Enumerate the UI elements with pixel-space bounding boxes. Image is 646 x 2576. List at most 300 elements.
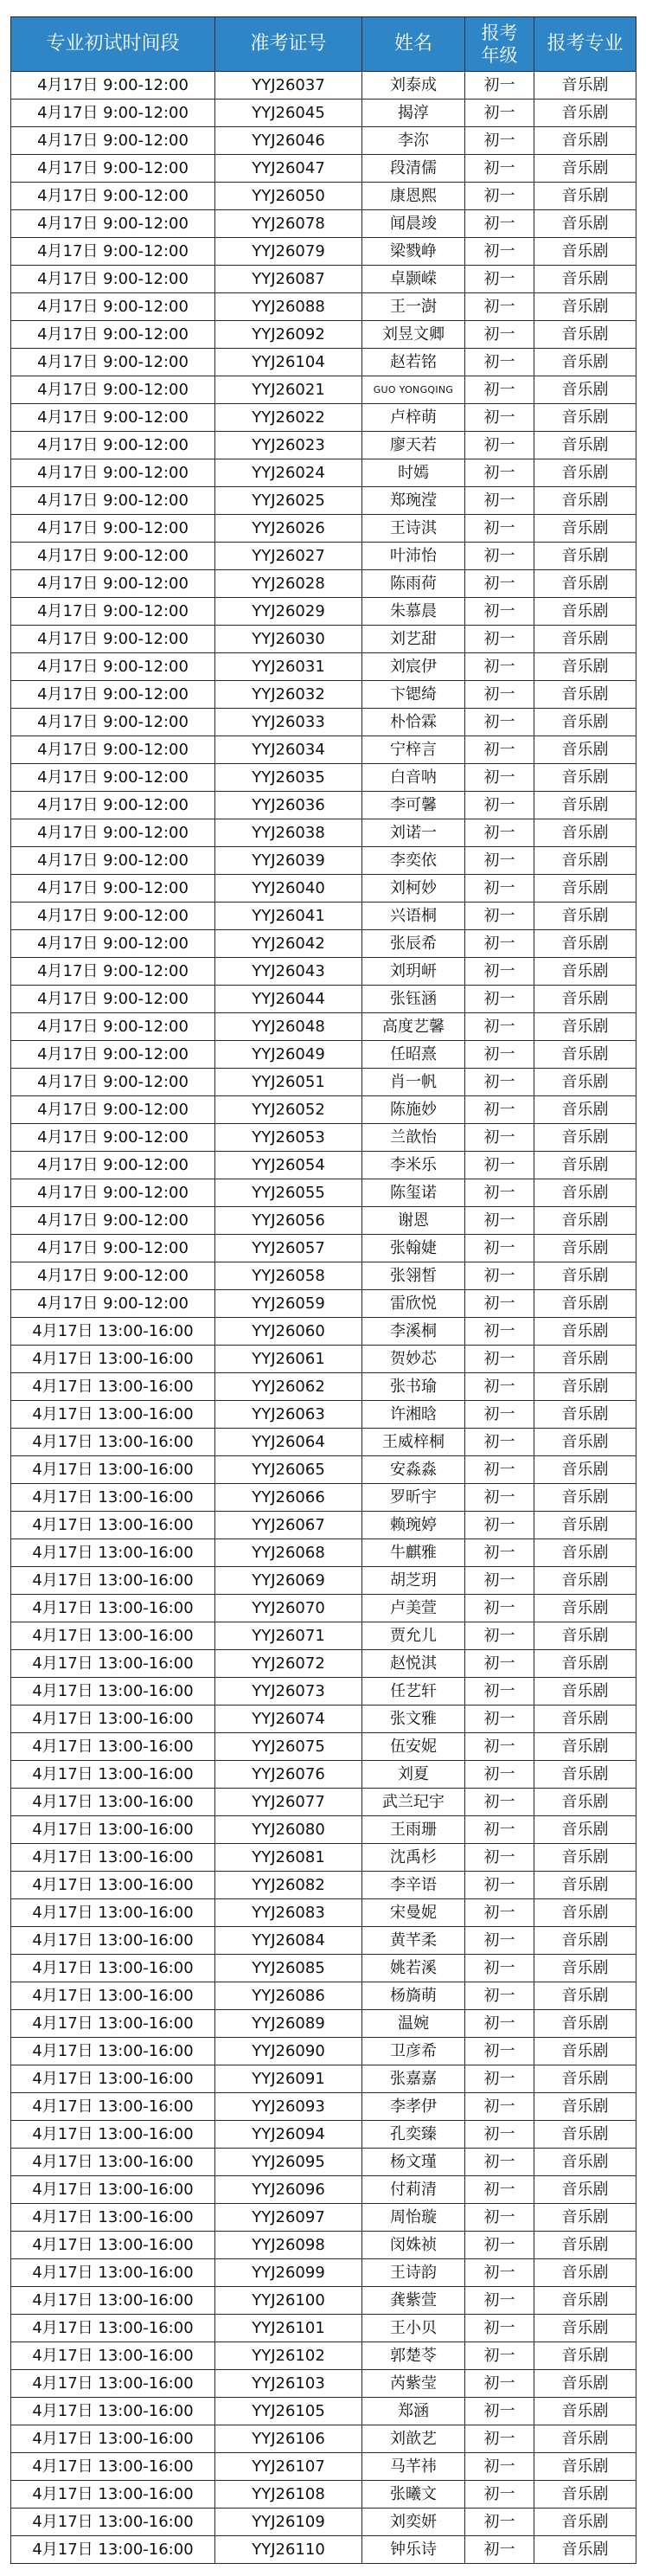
cell-exam-time: 4月17日 13:00-16:00 (11, 1982, 215, 2010)
table-row (11, 930, 636, 958)
cell-exam-time: 4月17日 13:00-16:00 (11, 1844, 215, 1872)
table-row (11, 2509, 636, 2536)
cell-major: 音乐剧 (534, 1844, 636, 1872)
cell-grade: 初一 (465, 349, 534, 376)
cell-ticket-number: YYJ26055 (215, 1179, 362, 1207)
cell-ticket-number: YYJ26088 (215, 293, 362, 321)
table-row (11, 709, 636, 736)
cell-major: 音乐剧 (534, 819, 636, 847)
cell-grade: 初一 (465, 1179, 534, 1207)
cell-exam-time: 4月17日 13:00-16:00 (11, 1789, 215, 1816)
cell-name: 卓颢嵘 (362, 266, 465, 293)
cell-ticket-number: YYJ26036 (215, 792, 362, 819)
table-row (11, 792, 636, 819)
cell-exam-time: 4月17日 9:00-12:00 (11, 293, 215, 321)
cell-major: 音乐剧 (534, 681, 636, 709)
cell-ticket-number: YYJ26077 (215, 1789, 362, 1816)
cell-grade: 初一 (465, 736, 534, 764)
cell-name: 杨旖萌 (362, 1982, 465, 2010)
cell-exam-time: 4月17日 9:00-12:00 (11, 875, 215, 903)
cell-grade: 初一 (465, 2232, 534, 2259)
cell-ticket-number: YYJ26039 (215, 847, 362, 875)
cell-name: 陈施妙 (362, 1096, 465, 1124)
cell-name: 张曦文 (362, 2481, 465, 2509)
cell-major: 音乐剧 (534, 1761, 636, 1789)
header-exam-time: 专业初试时间段 (11, 17, 215, 72)
cell-grade: 初一 (465, 2370, 534, 2398)
cell-ticket-number: YYJ26066 (215, 1484, 362, 1512)
cell-ticket-number: YYJ26107 (215, 2453, 362, 2481)
cell-name: 廖天若 (362, 432, 465, 459)
cell-major: 音乐剧 (534, 2425, 636, 2453)
cell-ticket-number: YYJ26048 (215, 1013, 362, 1041)
cell-grade: 初一 (465, 2425, 534, 2453)
cell-major: 音乐剧 (534, 847, 636, 875)
cell-grade: 初一 (465, 1290, 534, 1318)
cell-name: 张翰婕 (362, 1235, 465, 1262)
cell-major: 音乐剧 (534, 1179, 636, 1207)
cell-major: 音乐剧 (534, 1152, 636, 1179)
cell-grade: 初一 (465, 238, 534, 266)
table-row (11, 2370, 636, 2398)
cell-ticket-number: YYJ26038 (215, 819, 362, 847)
cell-name: 兴语桐 (362, 903, 465, 930)
cell-major: 音乐剧 (534, 321, 636, 349)
cell-name: 赵悦淇 (362, 1650, 465, 1678)
cell-exam-time: 4月17日 13:00-16:00 (11, 1899, 215, 1927)
cell-name: 谢恩 (362, 1207, 465, 1235)
cell-name: 卫彦希 (362, 2038, 465, 2065)
cell-major: 音乐剧 (534, 1290, 636, 1318)
header-grade-line2: 年级 (481, 45, 518, 66)
cell-ticket-number: YYJ26093 (215, 2093, 362, 2121)
cell-name: 王一澍 (362, 293, 465, 321)
cell-grade: 初一 (465, 2038, 534, 2065)
table-row (11, 2398, 636, 2425)
cell-name: 任艺轩 (362, 1678, 465, 1706)
cell-ticket-number: YYJ26087 (215, 266, 362, 293)
table-row (11, 349, 636, 376)
cell-exam-time: 4月17日 13:00-16:00 (11, 2010, 215, 2038)
cell-major: 音乐剧 (534, 404, 636, 432)
cell-ticket-number: YYJ26051 (215, 1069, 362, 1096)
table-row (11, 2315, 636, 2342)
cell-ticket-number: YYJ26109 (215, 2509, 362, 2536)
cell-major: 音乐剧 (534, 2453, 636, 2481)
header-grade (465, 17, 534, 72)
table-row (11, 764, 636, 792)
cell-exam-time: 4月17日 9:00-12:00 (11, 764, 215, 792)
cell-exam-time: 4月17日 13:00-16:00 (11, 1401, 215, 1429)
cell-grade: 初一 (465, 598, 534, 626)
cell-exam-time: 4月17日 9:00-12:00 (11, 1179, 215, 1207)
cell-exam-time: 4月17日 13:00-16:00 (11, 1678, 215, 1706)
table-row (11, 1982, 636, 2010)
table-row (11, 986, 636, 1013)
cell-major: 音乐剧 (534, 2398, 636, 2425)
table-row (11, 1124, 636, 1152)
cell-ticket-number: YYJ26074 (215, 1706, 362, 1733)
cell-grade: 初一 (465, 1235, 534, 1262)
cell-grade: 初一 (465, 1456, 534, 1484)
cell-exam-time: 4月17日 13:00-16:00 (11, 1539, 215, 1567)
table-row (11, 183, 636, 210)
cell-ticket-number: YYJ26027 (215, 543, 362, 570)
cell-grade: 初一 (465, 792, 534, 819)
cell-major: 音乐剧 (534, 1539, 636, 1567)
table-row (11, 1706, 636, 1733)
cell-ticket-number: YYJ26081 (215, 1844, 362, 1872)
cell-grade: 初一 (465, 958, 534, 986)
cell-name: 高度艺馨 (362, 1013, 465, 1041)
cell-grade: 初一 (465, 2536, 534, 2564)
cell-ticket-number: YYJ26052 (215, 1096, 362, 1124)
cell-major: 音乐剧 (534, 1512, 636, 1539)
cell-ticket-number: YYJ26046 (215, 127, 362, 155)
cell-exam-time: 4月17日 9:00-12:00 (11, 903, 215, 930)
cell-exam-time: 4月17日 13:00-16:00 (11, 1706, 215, 1733)
table-row (11, 321, 636, 349)
cell-name: 肖一帆 (362, 1069, 465, 1096)
cell-major: 音乐剧 (534, 1567, 636, 1595)
cell-ticket-number: YYJ26090 (215, 2038, 362, 2065)
cell-exam-time: 4月17日 9:00-12:00 (11, 1013, 215, 1041)
cell-ticket-number: YYJ26072 (215, 1650, 362, 1678)
cell-exam-time: 4月17日 13:00-16:00 (11, 2287, 215, 2315)
cell-exam-time: 4月17日 9:00-12:00 (11, 819, 215, 847)
cell-name: 胡芝玥 (362, 1567, 465, 1595)
cell-name: 罗昕宇 (362, 1484, 465, 1512)
cell-major: 音乐剧 (534, 1595, 636, 1622)
cell-exam-time: 4月17日 13:00-16:00 (11, 1816, 215, 1844)
cell-grade: 初一 (465, 1539, 534, 1567)
table-row (11, 1761, 636, 1789)
cell-major: 音乐剧 (534, 459, 636, 487)
cell-grade: 初一 (465, 1262, 534, 1290)
cell-exam-time: 4月17日 13:00-16:00 (11, 1927, 215, 1955)
cell-exam-time: 4月17日 13:00-16:00 (11, 2481, 215, 2509)
cell-ticket-number: YYJ26035 (215, 764, 362, 792)
cell-exam-time: 4月17日 9:00-12:00 (11, 127, 215, 155)
cell-grade: 初一 (465, 1789, 534, 1816)
cell-ticket-number: YYJ26040 (215, 875, 362, 903)
cell-ticket-number: YYJ26103 (215, 2370, 362, 2398)
cell-ticket-number: YYJ26071 (215, 1622, 362, 1650)
table-row (11, 626, 636, 653)
table-row (11, 1235, 636, 1262)
cell-grade: 初一 (465, 183, 534, 210)
cell-grade: 初一 (465, 210, 534, 238)
table-row (11, 1069, 636, 1096)
table-row (11, 1844, 636, 1872)
table-row (11, 2259, 636, 2287)
cell-ticket-number: YYJ26092 (215, 321, 362, 349)
cell-grade: 初一 (465, 100, 534, 127)
cell-grade: 初一 (465, 2093, 534, 2121)
cell-major: 音乐剧 (534, 1041, 636, 1069)
cell-ticket-number: YYJ26050 (215, 183, 362, 210)
cell-major: 音乐剧 (534, 1484, 636, 1512)
cell-major: 音乐剧 (534, 1207, 636, 1235)
cell-major: 音乐剧 (534, 2121, 636, 2149)
cell-exam-time: 4月17日 13:00-16:00 (11, 1456, 215, 1484)
cell-major: 音乐剧 (534, 570, 636, 598)
table-body (11, 72, 636, 2564)
cell-exam-time: 4月17日 13:00-16:00 (11, 1733, 215, 1761)
cell-ticket-number: YYJ26106 (215, 2425, 362, 2453)
cell-name: 赵若铭 (362, 349, 465, 376)
cell-name: 刘宸伊 (362, 653, 465, 681)
cell-grade: 初一 (465, 459, 534, 487)
table-row (11, 2093, 636, 2121)
cell-ticket-number: YYJ26065 (215, 1456, 362, 1484)
cell-name: 温婉 (362, 2010, 465, 2038)
cell-exam-time: 4月17日 9:00-12:00 (11, 570, 215, 598)
cell-exam-time: 4月17日 13:00-16:00 (11, 1429, 215, 1456)
cell-exam-time: 4月17日 13:00-16:00 (11, 2065, 215, 2093)
cell-major: 音乐剧 (534, 2259, 636, 2287)
cell-major: 音乐剧 (534, 2010, 636, 2038)
cell-ticket-number: YYJ26084 (215, 1927, 362, 1955)
cell-grade: 初一 (465, 1622, 534, 1650)
cell-name: 卢美萱 (362, 1595, 465, 1622)
cell-grade: 初一 (465, 72, 534, 100)
cell-exam-time: 4月17日 9:00-12:00 (11, 598, 215, 626)
cell-ticket-number: YYJ26078 (215, 210, 362, 238)
cell-grade: 初一 (465, 543, 534, 570)
table-row (11, 487, 636, 515)
cell-grade: 初一 (465, 487, 534, 515)
cell-name: 陈雨荷 (362, 570, 465, 598)
cell-major: 音乐剧 (534, 2287, 636, 2315)
cell-major: 音乐剧 (534, 2204, 636, 2232)
cell-exam-time: 4月17日 13:00-16:00 (11, 2342, 215, 2370)
cell-ticket-number: YYJ26059 (215, 1290, 362, 1318)
cell-major: 音乐剧 (534, 1955, 636, 1982)
table-row (11, 376, 636, 404)
cell-exam-time: 4月17日 13:00-16:00 (11, 2509, 215, 2536)
cell-major: 音乐剧 (534, 127, 636, 155)
table-row (11, 238, 636, 266)
cell-grade: 初一 (465, 376, 534, 404)
cell-ticket-number: YYJ26025 (215, 487, 362, 515)
cell-grade: 初一 (465, 515, 534, 543)
cell-grade: 初一 (465, 819, 534, 847)
cell-grade: 初一 (465, 1429, 534, 1456)
cell-grade: 初一 (465, 903, 534, 930)
table-row (11, 1816, 636, 1844)
cell-grade: 初一 (465, 2481, 534, 2509)
cell-name: 安淼淼 (362, 1456, 465, 1484)
cell-grade: 初一 (465, 1595, 534, 1622)
cell-grade: 初一 (465, 1207, 534, 1235)
table-row (11, 1955, 636, 1982)
cell-exam-time: 4月17日 9:00-12:00 (11, 1152, 215, 1179)
cell-name: 揭淳 (362, 100, 465, 127)
cell-exam-time: 4月17日 9:00-12:00 (11, 72, 215, 100)
cell-ticket-number: YYJ26110 (215, 2536, 362, 2564)
cell-grade: 初一 (465, 1013, 534, 1041)
cell-major: 音乐剧 (534, 1373, 636, 1401)
cell-grade: 初一 (465, 1318, 534, 1346)
table-row (11, 1429, 636, 1456)
cell-major: 音乐剧 (534, 764, 636, 792)
table-row (11, 1539, 636, 1567)
cell-name: 郭楚苓 (362, 2342, 465, 2370)
cell-grade: 初一 (465, 2453, 534, 2481)
cell-major: 音乐剧 (534, 432, 636, 459)
cell-ticket-number: YYJ26049 (215, 1041, 362, 1069)
cell-major: 音乐剧 (534, 2509, 636, 2536)
cell-ticket-number: YYJ26058 (215, 1262, 362, 1290)
cell-exam-time: 4月17日 9:00-12:00 (11, 459, 215, 487)
cell-exam-time: 4月17日 13:00-16:00 (11, 1595, 215, 1622)
cell-major: 音乐剧 (534, 2093, 636, 2121)
cell-ticket-number: YYJ26086 (215, 1982, 362, 2010)
cell-major: 音乐剧 (534, 709, 636, 736)
cell-grade: 初一 (465, 986, 534, 1013)
table-row (11, 2425, 636, 2453)
cell-exam-time: 4月17日 9:00-12:00 (11, 432, 215, 459)
table-row (11, 515, 636, 543)
cell-grade: 初一 (465, 2204, 534, 2232)
cell-name: 李米乐 (362, 1152, 465, 1179)
cell-grade: 初一 (465, 2259, 534, 2287)
cell-exam-time: 4月17日 13:00-16:00 (11, 2038, 215, 2065)
cell-name: GUO YONGQING (362, 376, 465, 404)
cell-grade: 初一 (465, 1650, 534, 1678)
cell-exam-time: 4月17日 9:00-12:00 (11, 404, 215, 432)
cell-ticket-number: YYJ26067 (215, 1512, 362, 1539)
cell-exam-time: 4月17日 9:00-12:00 (11, 487, 215, 515)
table-row (11, 2536, 636, 2564)
cell-major: 音乐剧 (534, 1789, 636, 1816)
table-row (11, 2453, 636, 2481)
cell-ticket-number: YYJ26082 (215, 1872, 362, 1899)
table-row (11, 819, 636, 847)
cell-major: 音乐剧 (534, 210, 636, 238)
cell-exam-time: 4月17日 9:00-12:00 (11, 1041, 215, 1069)
table-row (11, 1179, 636, 1207)
cell-name: 梁戮峥 (362, 238, 465, 266)
cell-ticket-number: YYJ26030 (215, 626, 362, 653)
cell-exam-time: 4月17日 13:00-16:00 (11, 2121, 215, 2149)
table-row (11, 1096, 636, 1124)
table-row (11, 543, 636, 570)
cell-grade: 初一 (465, 1346, 534, 1373)
cell-name: 武兰玘宇 (362, 1789, 465, 1816)
cell-name: 孔奕臻 (362, 2121, 465, 2149)
cell-major: 音乐剧 (534, 958, 636, 986)
cell-ticket-number: YYJ26060 (215, 1318, 362, 1346)
cell-grade: 初一 (465, 404, 534, 432)
cell-name: 郑琬滢 (362, 487, 465, 515)
cell-name: 康恩熙 (362, 183, 465, 210)
table-row (11, 210, 636, 238)
table-row (11, 100, 636, 127)
cell-exam-time: 4月17日 9:00-12:00 (11, 321, 215, 349)
cell-ticket-number: YYJ26096 (215, 2176, 362, 2204)
table-row (11, 404, 636, 432)
cell-name: 刘艺甜 (362, 626, 465, 653)
cell-grade: 初一 (465, 1816, 534, 1844)
table-row (11, 1512, 636, 1539)
cell-major: 音乐剧 (534, 1899, 636, 1927)
table-row (11, 432, 636, 459)
cell-name: 李孝伊 (362, 2093, 465, 2121)
cell-exam-time: 4月17日 13:00-16:00 (11, 1955, 215, 1982)
cell-grade: 初一 (465, 1982, 534, 2010)
cell-major: 音乐剧 (534, 293, 636, 321)
cell-name: 刘泰成 (362, 72, 465, 100)
cell-grade: 初一 (465, 626, 534, 653)
cell-grade: 初一 (465, 1927, 534, 1955)
cell-major: 音乐剧 (534, 1982, 636, 2010)
cell-exam-time: 4月17日 9:00-12:00 (11, 958, 215, 986)
cell-major: 音乐剧 (534, 1013, 636, 1041)
cell-exam-time: 4月17日 13:00-16:00 (11, 1650, 215, 1678)
table-row (11, 1262, 636, 1290)
cell-major: 音乐剧 (534, 1346, 636, 1373)
cell-ticket-number: YYJ26094 (215, 2121, 362, 2149)
table-row (11, 2481, 636, 2509)
cell-exam-time: 4月17日 13:00-16:00 (11, 1512, 215, 1539)
cell-major: 音乐剧 (534, 155, 636, 183)
cell-exam-time: 4月17日 9:00-12:00 (11, 349, 215, 376)
cell-exam-time: 4月17日 13:00-16:00 (11, 2093, 215, 2121)
cell-name: 段清儒 (362, 155, 465, 183)
cell-major: 音乐剧 (534, 515, 636, 543)
cell-grade: 初一 (465, 155, 534, 183)
cell-exam-time: 4月17日 9:00-12:00 (11, 376, 215, 404)
cell-name: 贾允儿 (362, 1622, 465, 1650)
cell-name: 贺妙芯 (362, 1346, 465, 1373)
cell-major: 音乐剧 (534, 2232, 636, 2259)
cell-major: 音乐剧 (534, 1235, 636, 1262)
cell-grade: 初一 (465, 2287, 534, 2315)
cell-ticket-number: YYJ26085 (215, 1955, 362, 1982)
cell-major: 音乐剧 (534, 100, 636, 127)
cell-exam-time: 4月17日 9:00-12:00 (11, 515, 215, 543)
cell-exam-time: 4月17日 13:00-16:00 (11, 1373, 215, 1401)
table-row (11, 2065, 636, 2093)
cell-grade: 初一 (465, 321, 534, 349)
cell-grade: 初一 (465, 1872, 534, 1899)
cell-name: 王诗淇 (362, 515, 465, 543)
cell-exam-time: 4月17日 13:00-16:00 (11, 1567, 215, 1595)
table-row (11, 1152, 636, 1179)
table-row (11, 1567, 636, 1595)
cell-name: 钟乐诗 (362, 2536, 465, 2564)
cell-grade: 初一 (465, 1096, 534, 1124)
cell-ticket-number: YYJ26063 (215, 1401, 362, 1429)
cell-grade: 初一 (465, 1899, 534, 1927)
cell-name: 刘昱文卿 (362, 321, 465, 349)
cell-major: 音乐剧 (534, 1872, 636, 1899)
cell-name: 姚若溪 (362, 1955, 465, 1982)
cell-major: 音乐剧 (534, 903, 636, 930)
cell-exam-time: 4月17日 9:00-12:00 (11, 736, 215, 764)
cell-name: 李溪桐 (362, 1318, 465, 1346)
table-row (11, 1927, 636, 1955)
cell-name: 杨文瑾 (362, 2149, 465, 2176)
cell-major: 音乐剧 (534, 238, 636, 266)
table-row (11, 1456, 636, 1484)
cell-grade: 初一 (465, 2010, 534, 2038)
cell-ticket-number: YYJ26042 (215, 930, 362, 958)
cell-ticket-number: YYJ26043 (215, 958, 362, 986)
table-row (11, 681, 636, 709)
